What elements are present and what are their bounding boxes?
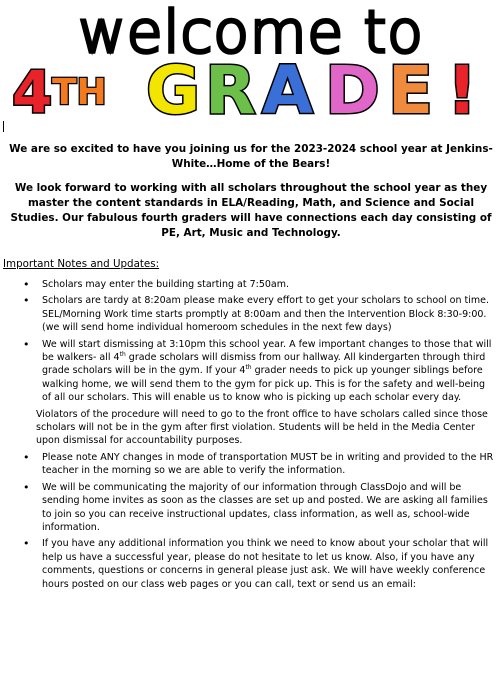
list-item (0, 338, 503, 405)
list-item-text: grader needs to pick up younger siblings before walking home, we will send them to the gym for pick up. This is for the safety and well-being of all our scholars. This will enable us to know who is picking up each scholar every day. (42, 365, 486, 404)
grade-letter-e: E (388, 52, 434, 120)
list-item (0, 537, 503, 591)
list-item-text: Please note ANY changes in mode of transportation MUST be in writing and provided to the HR teacher in the morning so we are able to verify the information. (42, 451, 494, 477)
bullet-icon: • (23, 278, 30, 291)
list-item (0, 481, 503, 535)
intro-paragraph-2: We look forward to working with all scholars throughout the school year as they master the content standards in ELA/Reading, Math, and Science and Social Studies. Our fabulous fourth graders will have connections each day consisting of PE, Art, Music and Technology. (10, 182, 492, 239)
grade-number: 4 (12, 58, 53, 120)
grade-letter-a: A (262, 52, 314, 120)
superscript: th (245, 364, 252, 372)
notes-list (0, 278, 503, 594)
grade-exclamation: ! (447, 52, 478, 120)
superscript: th (119, 350, 126, 358)
bullet-icon: • (23, 294, 30, 308)
list-item-text: Scholars may enter the building starting at 7:50am. (42, 279, 290, 290)
violators-note: Violators of the procedure will need to go to the front office to have scholars called since those scholars will not be in the gym after first violation. Students will be held in the Media Center upon dismissal for accountability purposes. (36, 408, 488, 447)
welcome-banner (0, 0, 503, 120)
list-item (0, 294, 503, 334)
bullet-icon: • (23, 537, 30, 551)
list-item-text: Scholars are tardy at 8:20am please make every effort to get your scholars to school on time. SEL/Morning Work time starts promptly at 8:00am and then the Intervention Block 8:30-9:00. (we will send home individual homeroom schedules in the next few days) (42, 295, 489, 334)
welcome-text: welcome to (78, 0, 424, 66)
intro-paragraph-1: We are so excited to have you joining us for the 2023-2024 school year at Jenkins-White…Home of the Bears! (9, 143, 493, 170)
grade-letter-r: R (205, 52, 256, 120)
grade-suffix: TH (52, 72, 107, 113)
list-item-text: We will be communicating the majority of our information through ClassDojo and will be sending home invites as soon as the classes are set up and posted. We are asking all families to join so you can receive instructional updates, class information, as well as, school-wide information. (42, 481, 488, 533)
list-item (0, 278, 503, 291)
list-item (0, 451, 503, 478)
bullet-icon: • (23, 450, 30, 464)
grade-letter-g: G (146, 52, 201, 120)
grade-letter-d: D (325, 52, 380, 120)
text-cursor (3, 121, 4, 132)
bullet-icon: • (23, 337, 30, 351)
list-item-text: If you have any additional information you think we need to know about your scholar that will help us have a successful year, please do not hesitate to let us know. Also, if you have any comments, questions or concerns in general please just ask. We will have weekly conference hours posted on our class web pages or you can call, text or send us an email: (42, 538, 489, 590)
intro-section (4, 142, 498, 241)
list-item-text: grade scholars will dismiss from our hallway. All kindergarten through third grade scholars will be in the gym. If your 4 (42, 352, 486, 377)
bullet-icon: • (23, 480, 30, 494)
banner-art (0, 0, 503, 120)
notes-heading: Important Notes and Updates: (3, 258, 160, 270)
list-item-text: We will start dismissing at 3:10pm this school year. A few important changes to those that will be walkers- all 4 (42, 338, 492, 364)
